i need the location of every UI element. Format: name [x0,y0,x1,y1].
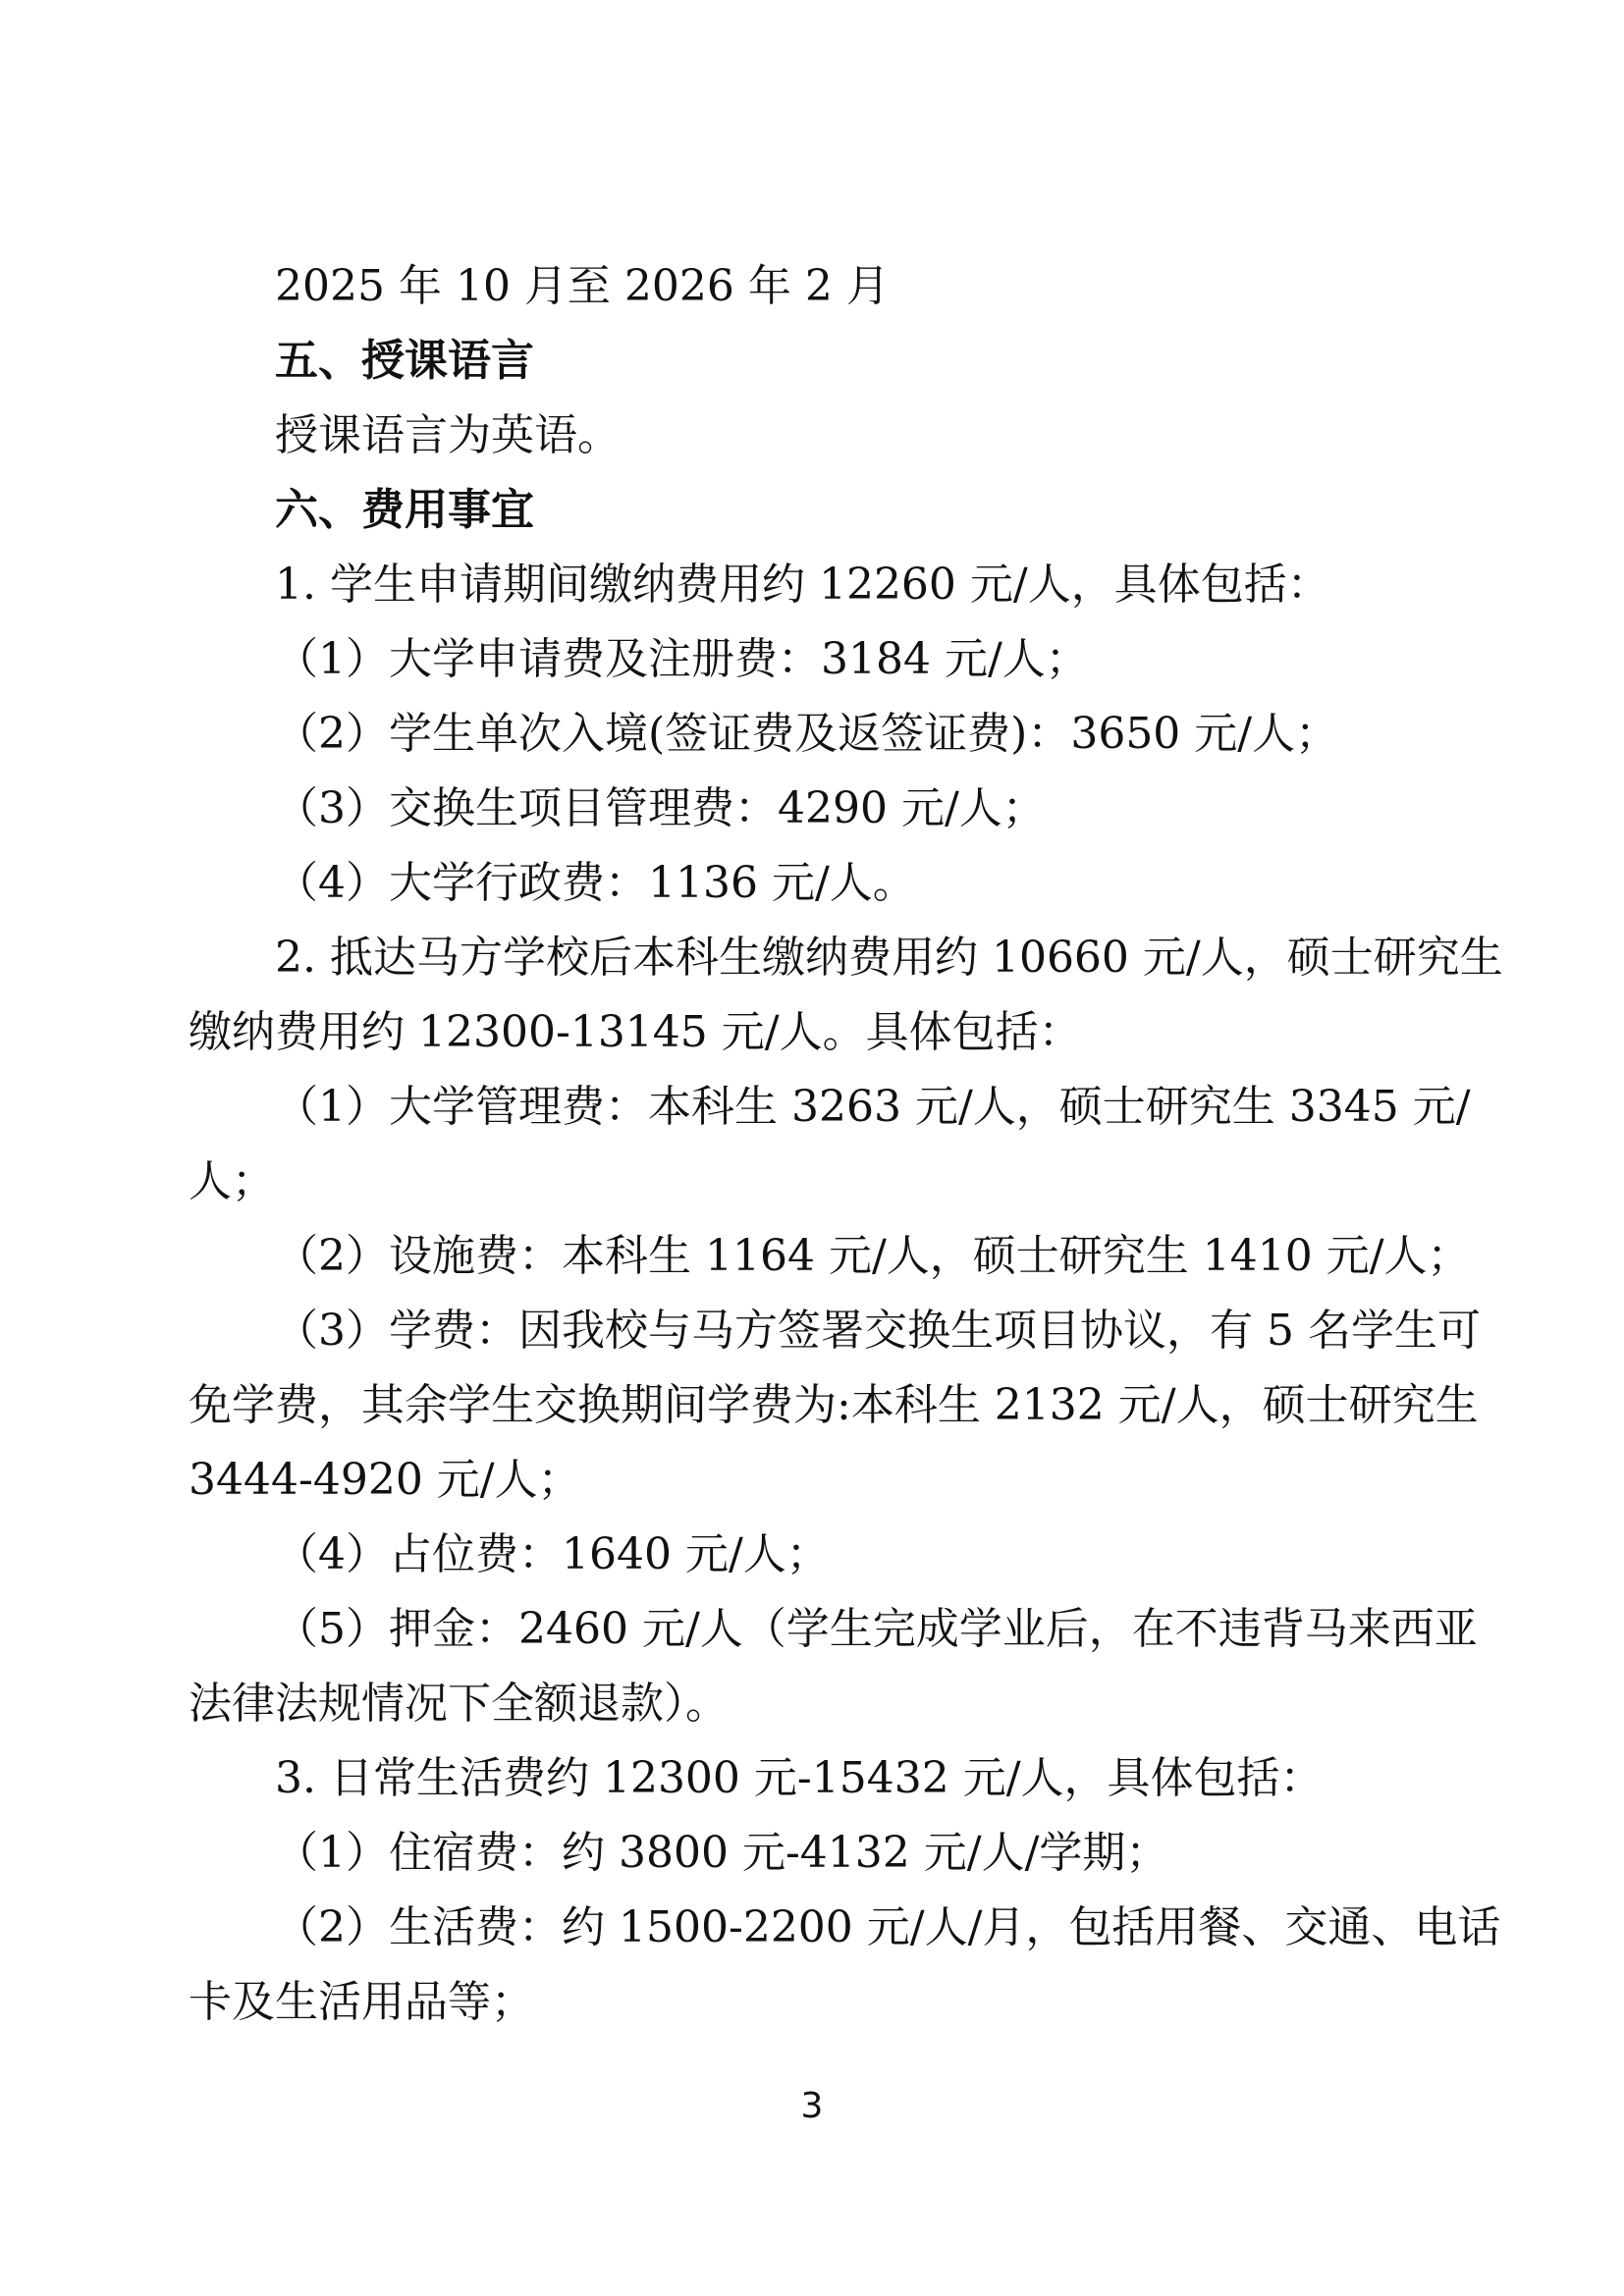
fee-subitem-2-3-line-2: 免学费，其余学生交换期间学费为:本科生 2132 元/人，硕士研究生 [189,1380,1479,1430]
fee-item-2-line-1: 2. 抵达马方学校后本科生缴纳费用约 10660 元/人，硕士研究生 [275,933,1503,983]
fee-subitem-2-1-line-1: （1）大学管理费：本科生 3263 元/人，硕士研究生 3345 元/ [275,1082,1471,1132]
fee-subitem-2-2: （2）设施费：本科生 1164 元/人，硕士研究生 1410 元/人； [275,1231,1471,1281]
fee-subitem-2-1-line-2: 人； [189,1156,275,1206]
fee-subitem-3-2-line-2: 卡及生活用品等； [189,1977,534,2027]
fee-subitem-3-1: （1）住宿费：约 3800 元-4132 元/人/学期； [275,1828,1169,1878]
section-heading-fees: 六、费用事宜 [275,485,534,535]
fee-item-3: 3. 日常生活费约 12300 元-15432 元/人，具体包括： [275,1753,1324,1803]
fee-subitem-2-3-line-3: 3444-4920 元/人； [189,1455,581,1505]
fee-subitem-2-5-line-1: （5）押金：2460 元/人（学生完成学业后，在不违背马来西亚 [275,1604,1478,1654]
section-heading-language: 五、授课语言 [275,336,534,386]
date-range-text: 2025 年 10 月至 2026 年 2 月 [275,261,890,311]
fee-subitem-2-5-line-2: 法律法规情况下全额退款）。 [189,1679,729,1729]
fee-item-2-line-2: 缴纳费用约 12300-13145 元/人。具体包括： [189,1007,1082,1057]
fee-subitem-1-4: （4）大学行政费：1136 元/人。 [275,858,916,908]
fee-subitem-2-4: （4）占位费：1640 元/人； [275,1529,830,1579]
fee-item-1: 1. 学生申请期间缴纳费用约 12260 元/人，具体包括： [275,560,1330,610]
fee-subitem-1-1: （1）大学申请费及注册费：3184 元/人； [275,634,1089,684]
fee-subitem-1-2: （2）学生单次入境(签证费及返签证费)：3650 元/人； [275,709,1339,759]
page-number: 3 [800,2086,824,2126]
language-text: 授课语言为英语。 [275,410,621,460]
fee-subitem-1-3: （3）交换生项目管理费：4290 元/人； [275,783,1046,833]
fee-subitem-2-3-line-1: （3）学费：因我校与马方签署交换生项目协议，有 5 名学生可 [275,1306,1481,1356]
fee-subitem-3-2-line-1: （2）生活费：约 1500-2200 元/人/月，包括用餐、交通、电话 [275,1902,1501,1952]
